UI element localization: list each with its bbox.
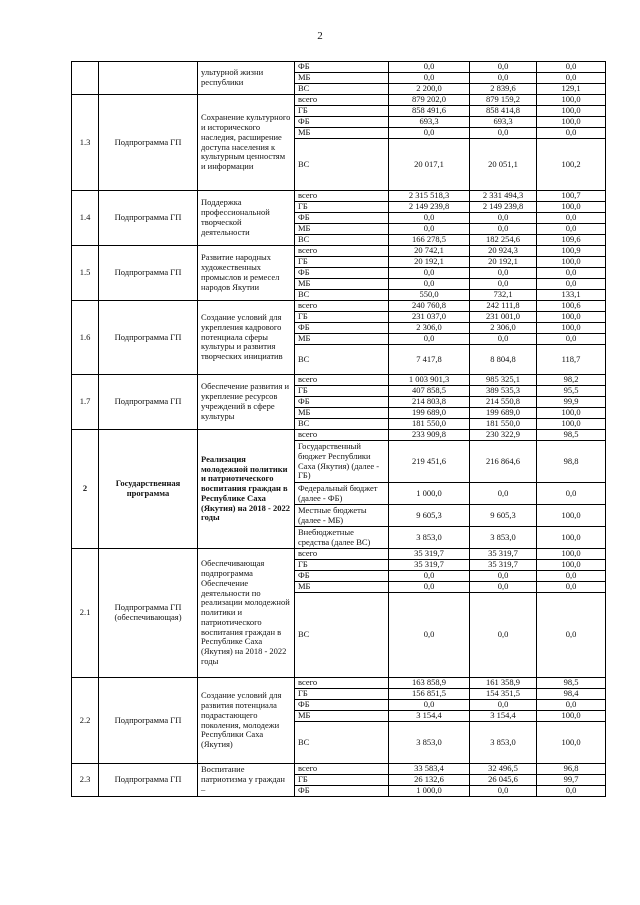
actual-value: 732,1 xyxy=(470,290,537,301)
percent-value: 100,0 xyxy=(537,549,606,560)
funding-source: ВС xyxy=(295,419,389,430)
actual-value: 26 045,6 xyxy=(470,775,537,786)
actual-value: 20 051,1 xyxy=(470,139,537,191)
percent-value: 100,0 xyxy=(537,711,606,722)
percent-value: 100,0 xyxy=(537,257,606,268)
funding-source: всего xyxy=(295,430,389,441)
percent-value: 100,6 xyxy=(537,301,606,312)
row-code: 2.3 xyxy=(72,764,99,797)
actual-value: 3 853,0 xyxy=(470,722,537,764)
planned-value: 33 583,4 xyxy=(389,764,470,775)
actual-value: 154 351,5 xyxy=(470,689,537,700)
actual-value: 32 496,5 xyxy=(470,764,537,775)
planned-value: 1 000,0 xyxy=(389,786,470,797)
percent-value: 98,4 xyxy=(537,689,606,700)
actual-value: 0,0 xyxy=(470,279,537,290)
funding-source: МБ xyxy=(295,334,389,345)
actual-value: 389 535,3 xyxy=(470,386,537,397)
planned-value: 20 742,1 xyxy=(389,246,470,257)
row-kind: Подпрограмма ГП xyxy=(99,191,198,246)
planned-value: 20 192,1 xyxy=(389,257,470,268)
actual-value: 3 154,4 xyxy=(470,711,537,722)
percent-value: 0,0 xyxy=(537,224,606,235)
funding-source: ГБ xyxy=(295,689,389,700)
actual-value: 214 550,8 xyxy=(470,397,537,408)
funding-source: ВС xyxy=(295,593,389,678)
actual-value: 2 839,6 xyxy=(470,84,537,95)
planned-value: 550,0 xyxy=(389,290,470,301)
percent-value: 98,2 xyxy=(537,375,606,386)
planned-value: 3 853,0 xyxy=(389,722,470,764)
planned-value: 35 319,7 xyxy=(389,549,470,560)
funding-source: Федеральный бюджет (далее - ФБ) xyxy=(295,483,389,505)
table-row xyxy=(72,678,606,689)
row-title: Создание условий для укрепления кадрового потенциала сферы культуры и развития творческих инициатив xyxy=(198,301,295,375)
funding-source: ГБ xyxy=(295,775,389,786)
planned-value: 0,0 xyxy=(389,334,470,345)
percent-value: 100,0 xyxy=(537,527,606,549)
actual-value: 0,0 xyxy=(470,593,537,678)
percent-value: 100,0 xyxy=(537,106,606,117)
planned-value: 2 149 239,8 xyxy=(389,202,470,213)
actual-value: 199 689,0 xyxy=(470,408,537,419)
planned-value: 7 417,8 xyxy=(389,345,470,375)
actual-value: 985 325,1 xyxy=(470,375,537,386)
planned-value: 219 451,6 xyxy=(389,441,470,483)
table-row xyxy=(72,430,606,441)
funding-source: ВС xyxy=(295,84,389,95)
planned-value: 3 154,4 xyxy=(389,711,470,722)
percent-value: 100,7 xyxy=(537,191,606,202)
funding-source: МБ xyxy=(295,408,389,419)
planned-value: 20 017,1 xyxy=(389,139,470,191)
table-row xyxy=(72,549,606,560)
actual-value: 242 111,8 xyxy=(470,301,537,312)
actual-value: 3 853,0 xyxy=(470,527,537,549)
actual-value: 0,0 xyxy=(470,224,537,235)
actual-value: 0,0 xyxy=(470,73,537,84)
funding-source: всего xyxy=(295,95,389,106)
funding-source: МБ xyxy=(295,711,389,722)
row-title: Поддержка профессиональной творческой деятельности xyxy=(198,191,295,246)
planned-value: 199 689,0 xyxy=(389,408,470,419)
planned-value: 233 909,8 xyxy=(389,430,470,441)
row-title: Сохранение культурного и исторического наследия, расширение доступа населения к культурным ценностям и информации xyxy=(198,95,295,191)
row-title: Обеспечение развития и укрепление ресурсов учреждений в сфере культуры xyxy=(198,375,295,430)
percent-value: 100,0 xyxy=(537,95,606,106)
funding-source: ВС xyxy=(295,345,389,375)
percent-value: 99,9 xyxy=(537,397,606,408)
funding-source: ФБ xyxy=(295,700,389,711)
planned-value: 2 315 518,3 xyxy=(389,191,470,202)
actual-value: 35 319,7 xyxy=(470,560,537,571)
funding-source: ГБ xyxy=(295,560,389,571)
actual-value: 0,0 xyxy=(470,483,537,505)
actual-value: 20 192,1 xyxy=(470,257,537,268)
percent-value: 98,5 xyxy=(537,678,606,689)
funding-source: ГБ xyxy=(295,106,389,117)
funding-source: ГБ xyxy=(295,202,389,213)
actual-value: 2 331 494,3 xyxy=(470,191,537,202)
actual-value: 0,0 xyxy=(470,582,537,593)
row-code xyxy=(72,62,99,95)
percent-value: 109,6 xyxy=(537,235,606,246)
actual-value: 2 306,0 xyxy=(470,323,537,334)
actual-value: 182 254,6 xyxy=(470,235,537,246)
actual-value: 181 550,0 xyxy=(470,419,537,430)
funding-source: всего xyxy=(295,764,389,775)
percent-value: 100,9 xyxy=(537,246,606,257)
funding-source: МБ xyxy=(295,582,389,593)
planned-value: 181 550,0 xyxy=(389,419,470,430)
planned-value: 0,0 xyxy=(389,224,470,235)
funding-source: всего xyxy=(295,191,389,202)
actual-value: 693,3 xyxy=(470,117,537,128)
row-kind: Подпрограмма ГП (обеспечивающая) xyxy=(99,549,198,678)
funding-source: всего xyxy=(295,678,389,689)
planned-value: 214 803,8 xyxy=(389,397,470,408)
percent-value: 100,0 xyxy=(537,312,606,323)
percent-value: 99,7 xyxy=(537,775,606,786)
funding-source: ФБ xyxy=(295,213,389,224)
funding-source: ВС xyxy=(295,235,389,246)
percent-value: 100,0 xyxy=(537,505,606,527)
funding-source: Внебюджетные средства (далее ВС) xyxy=(295,527,389,549)
percent-value: 100,0 xyxy=(537,722,606,764)
actual-value: 20 924,3 xyxy=(470,246,537,257)
percent-value: 98,5 xyxy=(537,430,606,441)
planned-value: 1 000,0 xyxy=(389,483,470,505)
funding-source: МБ xyxy=(295,128,389,139)
planned-value: 156 851,5 xyxy=(389,689,470,700)
actual-value: 161 358,9 xyxy=(470,678,537,689)
funding-source: ФБ xyxy=(295,786,389,797)
percent-value: 0,0 xyxy=(537,213,606,224)
funding-source: МБ xyxy=(295,73,389,84)
planned-value: 0,0 xyxy=(389,213,470,224)
row-title: Реализация молодежной политики и патриотического воспитания граждан в Республике Саха (Якутия) на 2018 - 2022 годы xyxy=(198,430,295,549)
planned-value: 0,0 xyxy=(389,62,470,73)
page-number: 2 xyxy=(317,30,323,42)
planned-value: 879 202,0 xyxy=(389,95,470,106)
funding-source: всего xyxy=(295,246,389,257)
actual-value: 0,0 xyxy=(470,786,537,797)
actual-value: 0,0 xyxy=(470,571,537,582)
planned-value: 240 760,8 xyxy=(389,301,470,312)
table-row xyxy=(72,301,606,312)
actual-value: 8 804,8 xyxy=(470,345,537,375)
percent-value: 98,8 xyxy=(537,441,606,483)
actual-value: 9 605,3 xyxy=(470,505,537,527)
actual-value: 0,0 xyxy=(470,268,537,279)
row-kind: Подпрограмма ГП xyxy=(99,678,198,764)
percent-value: 0,0 xyxy=(537,279,606,290)
planned-value: 693,3 xyxy=(389,117,470,128)
planned-value: 2 200,0 xyxy=(389,84,470,95)
funding-source: ФБ xyxy=(295,323,389,334)
funding-source: ФБ xyxy=(295,268,389,279)
planned-value: 9 605,3 xyxy=(389,505,470,527)
funding-source: ВС xyxy=(295,722,389,764)
funding-source: ФБ xyxy=(295,397,389,408)
percent-value: 0,0 xyxy=(537,73,606,84)
planned-value: 0,0 xyxy=(389,128,470,139)
row-kind: Подпрограмма ГП xyxy=(99,764,198,797)
row-kind: Подпрограмма ГП xyxy=(99,301,198,375)
percent-value: 0,0 xyxy=(537,700,606,711)
funding-source: ГБ xyxy=(295,386,389,397)
row-code: 1.7 xyxy=(72,375,99,430)
actual-value: 0,0 xyxy=(470,700,537,711)
table-row xyxy=(72,375,606,386)
table-row xyxy=(72,95,606,106)
budget-table xyxy=(71,61,606,797)
funding-source: Государственный бюджет Республики Саха (Якутия) (далее - ГБ) xyxy=(295,441,389,483)
table-row xyxy=(72,246,606,257)
row-title: Развитие народных художественных промыслов и ремесел народов Якутии xyxy=(198,246,295,301)
planned-value: 166 278,5 xyxy=(389,235,470,246)
actual-value: 35 319,7 xyxy=(470,549,537,560)
row-title: ультурной жизни республики xyxy=(198,62,295,95)
percent-value: 100,0 xyxy=(537,408,606,419)
funding-source: всего xyxy=(295,375,389,386)
planned-value: 26 132,6 xyxy=(389,775,470,786)
percent-value: 0,0 xyxy=(537,582,606,593)
planned-value: 0,0 xyxy=(389,571,470,582)
row-kind: Подпрограмма ГП xyxy=(99,95,198,191)
percent-value: 118,7 xyxy=(537,345,606,375)
row-code: 2.1 xyxy=(72,549,99,678)
funding-source: ГБ xyxy=(295,312,389,323)
row-kind: Подпрограмма ГП xyxy=(99,246,198,301)
actual-value: 230 322,9 xyxy=(470,430,537,441)
row-title: Обеспечивающая подпрограмма Обеспечение деятельности по реализации молодежной политики и патриотического воспитания граждан в Республике Саха (Якутия) на 2018 - 2022 годы xyxy=(198,549,295,678)
funding-source: ГБ xyxy=(295,257,389,268)
percent-value: 100,0 xyxy=(537,202,606,213)
percent-value: 0,0 xyxy=(537,571,606,582)
actual-value: 0,0 xyxy=(470,334,537,345)
planned-value: 0,0 xyxy=(389,593,470,678)
actual-value: 858 414,8 xyxy=(470,106,537,117)
row-kind xyxy=(99,62,198,95)
percent-value: 0,0 xyxy=(537,483,606,505)
funding-source: МБ xyxy=(295,224,389,235)
funding-source: МБ xyxy=(295,279,389,290)
funding-source: ВС xyxy=(295,139,389,191)
percent-value: 0,0 xyxy=(537,268,606,279)
funding-source: ВС xyxy=(295,290,389,301)
row-code: 1.5 xyxy=(72,246,99,301)
percent-value: 96,8 xyxy=(537,764,606,775)
actual-value: 0,0 xyxy=(470,128,537,139)
table-row xyxy=(72,191,606,202)
planned-value: 163 858,9 xyxy=(389,678,470,689)
percent-value: 0,0 xyxy=(537,786,606,797)
actual-value: 0,0 xyxy=(470,213,537,224)
planned-value: 2 306,0 xyxy=(389,323,470,334)
percent-value: 129,1 xyxy=(537,84,606,95)
percent-value: 95,5 xyxy=(537,386,606,397)
percent-value: 100,0 xyxy=(537,323,606,334)
funding-source: ФБ xyxy=(295,62,389,73)
funding-source: ФБ xyxy=(295,117,389,128)
funding-source: ФБ xyxy=(295,571,389,582)
planned-value: 35 319,7 xyxy=(389,560,470,571)
row-title: Создание условий для развития потенциала подрастающего поколения, молодежи Республики Саха (Якутия) xyxy=(198,678,295,764)
planned-value: 1 003 901,3 xyxy=(389,375,470,386)
planned-value: 0,0 xyxy=(389,582,470,593)
planned-value: 0,0 xyxy=(389,73,470,84)
percent-value: 100,0 xyxy=(537,117,606,128)
row-kind: Государственная программа xyxy=(99,430,198,549)
planned-value: 407 858,5 xyxy=(389,386,470,397)
row-title: Воспитание патриотизма у граждан – xyxy=(198,764,295,797)
planned-value: 0,0 xyxy=(389,268,470,279)
percent-value: 0,0 xyxy=(537,62,606,73)
actual-value: 2 149 239,8 xyxy=(470,202,537,213)
row-code: 2.2 xyxy=(72,678,99,764)
actual-value: 231 001,0 xyxy=(470,312,537,323)
funding-source: Местные бюджеты (далее - МБ) xyxy=(295,505,389,527)
percent-value: 0,0 xyxy=(537,593,606,678)
planned-value: 231 037,0 xyxy=(389,312,470,323)
row-code: 1.4 xyxy=(72,191,99,246)
percent-value: 100,2 xyxy=(537,139,606,191)
percent-value: 100,0 xyxy=(537,560,606,571)
planned-value: 858 491,6 xyxy=(389,106,470,117)
actual-value: 216 864,6 xyxy=(470,441,537,483)
row-code: 1.6 xyxy=(72,301,99,375)
table-row xyxy=(72,62,606,73)
table-row xyxy=(72,764,606,775)
percent-value: 133,1 xyxy=(537,290,606,301)
row-kind: Подпрограмма ГП xyxy=(99,375,198,430)
row-code: 1.3 xyxy=(72,95,99,191)
budget-table-body xyxy=(72,62,606,797)
percent-value: 0,0 xyxy=(537,128,606,139)
row-code: 2 xyxy=(72,430,99,549)
planned-value: 0,0 xyxy=(389,279,470,290)
funding-source: всего xyxy=(295,301,389,312)
percent-value: 100,0 xyxy=(537,419,606,430)
planned-value: 3 853,0 xyxy=(389,527,470,549)
actual-value: 0,0 xyxy=(470,62,537,73)
actual-value: 879 159,2 xyxy=(470,95,537,106)
funding-source: всего xyxy=(295,549,389,560)
planned-value: 0,0 xyxy=(389,700,470,711)
percent-value: 0,0 xyxy=(537,334,606,345)
